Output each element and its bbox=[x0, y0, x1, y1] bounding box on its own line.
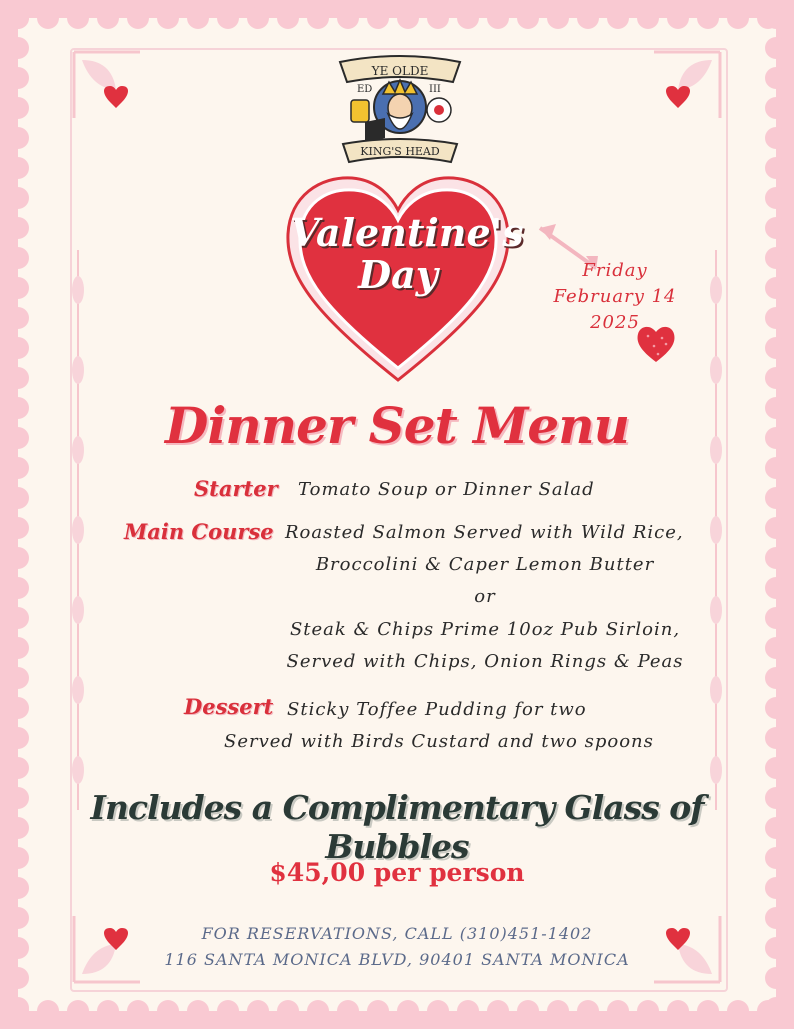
starter-text: Tomato Soup or Dinner Salad bbox=[298, 479, 595, 500]
main-course-label: Main Course bbox=[124, 519, 274, 544]
dessert-line1: Sticky Toffee Pudding for two bbox=[287, 699, 587, 720]
logo-left-initials: ED bbox=[357, 84, 373, 95]
menu-title: Dinner Set Menu bbox=[165, 396, 629, 455]
corner-heart-icon bbox=[652, 50, 722, 120]
valentines-day-title bbox=[290, 210, 524, 297]
starter-label: Starter bbox=[194, 476, 278, 501]
address: 116 SANTA MONICA BLVD, 90401 SANTA MONICA bbox=[164, 950, 630, 969]
valentines-title-line2: Day bbox=[358, 252, 438, 297]
small-heart-icon bbox=[634, 322, 678, 366]
main-course-line3: Steak & Chips Prime 10oz Pub Sirloin, bbox=[289, 619, 681, 640]
event-day: Friday bbox=[582, 260, 648, 281]
valentines-title-line1: Valentine's bbox=[290, 210, 524, 255]
logo-bottom-text: KING'S HEAD bbox=[360, 145, 440, 158]
kings-head-logo bbox=[335, 52, 465, 164]
main-course-line1: Roasted Salmon Served with Wild Rice, bbox=[285, 522, 684, 543]
logo-top-text: YE OLDE bbox=[371, 64, 429, 78]
price-per-person: $45,00 per person bbox=[269, 858, 525, 887]
event-year: 2025 bbox=[590, 312, 640, 333]
dessert-line2: Served with Birds Custard and two spoons bbox=[224, 731, 654, 752]
main-course-line4: Served with Chips, Onion Rings & Peas bbox=[286, 651, 684, 672]
logo-right-initials: III bbox=[429, 84, 441, 95]
reservations-phone: FOR RESERVATIONS, CALL (310)451-1402 bbox=[201, 924, 593, 943]
leaf-vine-ornament-icon bbox=[704, 250, 728, 810]
complimentary-bubbles-text: Includes a Complimentary Glass of Bubbles bbox=[90, 788, 704, 866]
main-course-or: or bbox=[474, 586, 496, 607]
corner-heart-icon bbox=[72, 50, 142, 120]
main-course-line2: Broccolini & Caper Lemon Butter bbox=[315, 554, 655, 575]
event-date-text: February 14 bbox=[553, 286, 677, 307]
leaf-vine-ornament-icon bbox=[66, 250, 90, 810]
dessert-label: Dessert bbox=[184, 694, 274, 719]
